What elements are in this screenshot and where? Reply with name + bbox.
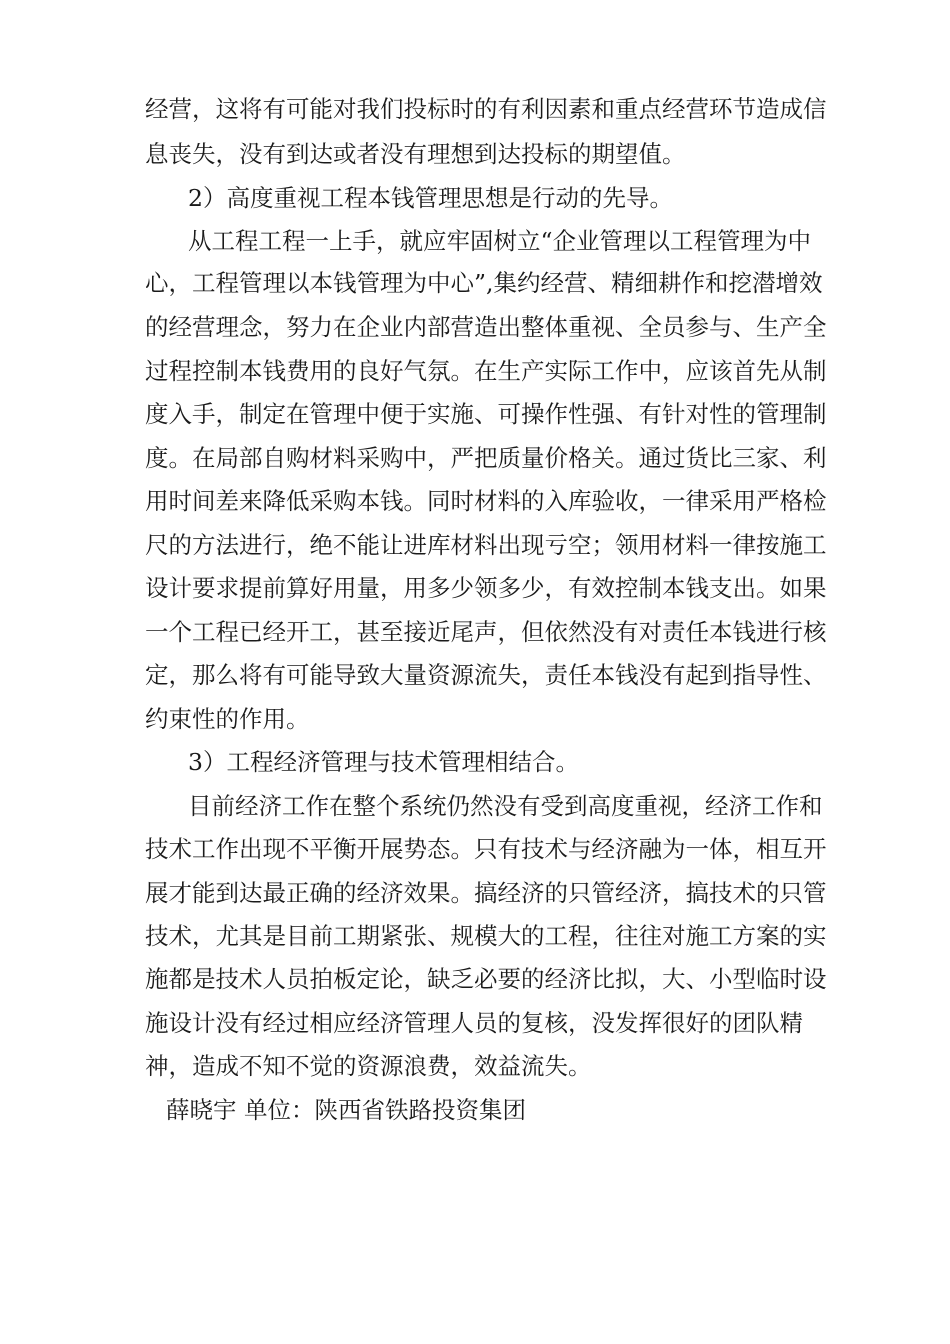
text-line-7: 过程控制本钱费用的良好气氛。在生产实际工作中，应该首先从制: [145, 357, 827, 385]
text-line-18: 技术工作出现不平衡开展势态。只有技术与经济融为一体，相互开: [145, 835, 827, 863]
text-line-21: 施都是技术人员拍板定论，缺乏必要的经济比拟，大、小型临时设: [145, 965, 827, 993]
text-line-14: 定，那么将有可能导致大量资源流失，责任本钱没有起到指导性、: [145, 661, 827, 689]
text-line-22: 施设计没有经过相应经济管理人员的复核，没发挥很好的团队精: [145, 1009, 803, 1037]
text-line-6: 的经营理念，努力在企业内部营造出整体重视、全员参与、生产全: [145, 313, 827, 341]
text-line-2: 息丧失，没有到达或者没有理想到达投标的期望值。: [145, 140, 686, 168]
text-line-12: 设计要求提前算好用量，用多少领多少，有效控制本钱支出。如果: [145, 574, 827, 602]
text-line-11: 尺的方法进行，绝不能让进库材料出现亏空；领用材料一律按施工: [145, 531, 827, 559]
text-line-13: 一个工程已经开工，甚至接近尾声，但依然没有对责任本钱进行核: [145, 618, 827, 646]
author-line: 薛晓宇 单位：陕西省铁路投资集团: [166, 1096, 526, 1124]
text-line-4: 从工程工程一上手，就应牢固树立“企业管理以工程管理为中: [188, 227, 812, 255]
text-line-3: 2）高度重视工程本钱管理思想是行动的先导。: [188, 184, 673, 212]
text-line-20: 技术，尤其是目前工期紧张、规模大的工程，往往对施工方案的实: [145, 922, 827, 950]
text-line-23: 神，造成不知不觉的资源浪费，效益流失。: [145, 1052, 592, 1080]
text-line-16: 3）工程经济管理与技术管理相结合。: [188, 748, 579, 776]
text-line-5: 心，工程管理以本钱管理为中心”,集约经营、精细耕作和挖潜增效: [145, 269, 823, 297]
text-line-10: 用时间差来降低采购本钱。同时材料的入库验收，一律采用严格检: [145, 487, 827, 515]
text-line-15: 约束性的作用。: [145, 705, 310, 733]
text-line-9: 度。在局部自购材料采购中，严把质量价格关。通过货比三家、利: [145, 444, 827, 472]
text-line-8: 度入手，制定在管理中便于实施、可操作性强、有针对性的管理制: [145, 400, 827, 428]
text-line-1: 经营，这将有可能对我们投标时的有利因素和重点经营环节造成信: [145, 95, 827, 123]
text-line-19: 展才能到达最正确的经济效果。搞经济的只管经济，搞技术的只管: [145, 879, 827, 907]
text-line-17: 目前经济工作在整个系统仍然没有受到高度重视，经济工作和: [188, 792, 823, 820]
